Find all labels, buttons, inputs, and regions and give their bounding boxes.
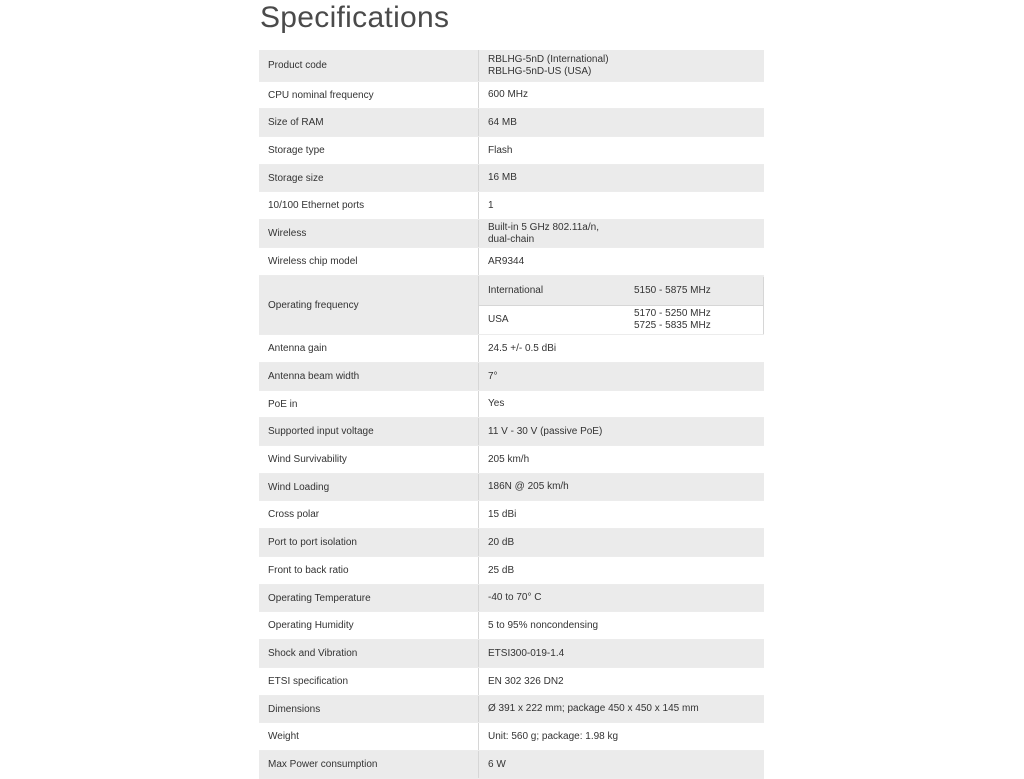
- spec-value-line: 7°: [488, 370, 498, 382]
- spec-row: [259, 418, 764, 446]
- spec-row: [259, 50, 764, 82]
- spec-row: [259, 612, 764, 640]
- spec-label: Max Power consumption: [259, 751, 479, 779]
- frequency-region: USA: [479, 305, 634, 334]
- spec-label: Antenna beam width: [259, 363, 479, 391]
- spec-value-line: 24.5 +/- 0.5 dBi: [488, 342, 557, 354]
- spec-value-line: 15 dBi: [488, 508, 517, 520]
- spec-label: Operating Temperature: [259, 585, 479, 612]
- spec-value-line: 11 V - 30 V (passive PoE): [488, 425, 603, 437]
- spec-label: ETSI specification: [259, 668, 479, 696]
- spec-row: [259, 137, 764, 165]
- spec-value: [479, 109, 765, 137]
- spec-row: [259, 668, 764, 696]
- spec-value-line: 20 dB: [488, 536, 515, 548]
- spec-value: [479, 363, 765, 391]
- frequency-band-line: 5170 - 5250 MHz: [634, 307, 711, 319]
- spec-value-line: Flash: [488, 144, 513, 156]
- spec-row: [259, 276, 764, 335]
- spec-label: Wind Survivability: [259, 446, 479, 474]
- spec-value: [479, 50, 765, 82]
- spec-value-line: EN 302 326 DN2: [488, 675, 564, 687]
- spec-row: [259, 501, 764, 529]
- spec-value-line: RBLHG-5nD-US (USA): [488, 65, 592, 77]
- spec-value: [479, 640, 765, 668]
- spec-label: Antenna gain: [259, 335, 479, 363]
- spec-row: [259, 82, 764, 109]
- spec-value: [479, 723, 765, 751]
- spec-value-line: 600 MHz: [488, 89, 529, 100]
- page-title: Specifications: [260, 1, 450, 34]
- spec-value-line: Yes: [488, 398, 505, 409]
- spec-row: [259, 363, 764, 391]
- spec-row: [259, 109, 764, 137]
- spec-row: [259, 585, 764, 612]
- spec-label: Storage type: [259, 137, 479, 165]
- spec-value: [479, 248, 765, 276]
- spec-row: [259, 474, 764, 501]
- spec-row: [259, 220, 764, 248]
- spec-value-line: Built-in 5 GHz 802.11a/n,: [488, 221, 599, 233]
- spec-value: [479, 165, 765, 192]
- frequency-subrow: [479, 305, 764, 334]
- spec-value-line: 6 W: [488, 758, 506, 770]
- spec-value: [479, 446, 765, 474]
- frequency-subrow: [479, 277, 764, 306]
- spec-label: Operating Humidity: [259, 612, 479, 640]
- spec-value: [479, 585, 765, 612]
- spec-value-subtable-cell: [479, 276, 765, 335]
- spec-value: [479, 82, 765, 109]
- spec-value: [479, 696, 765, 723]
- spec-label: Front to back ratio: [259, 557, 479, 585]
- spec-row: [259, 248, 764, 276]
- spec-value-line: 5 to 95% noncondensing: [488, 619, 599, 631]
- specifications-table-body: [259, 50, 764, 779]
- spec-value: [479, 668, 765, 696]
- spec-value: [479, 220, 765, 248]
- frequency-band: [634, 277, 764, 306]
- spec-label: Supported input voltage: [259, 418, 479, 446]
- spec-value: [479, 137, 765, 165]
- spec-value-line: Unit: 560 g; package: 1.98 kg: [488, 730, 619, 742]
- spec-label: Cross polar: [259, 501, 479, 529]
- spec-row: [259, 751, 764, 779]
- frequency-band-line: 5150 - 5875 MHz: [634, 284, 711, 296]
- spec-value: [479, 391, 765, 418]
- spec-row: [259, 557, 764, 585]
- spec-row: [259, 335, 764, 363]
- spec-value-line: AR9344: [488, 255, 525, 267]
- spec-value-line: 186N @ 205 km/h: [488, 481, 569, 492]
- spec-value-line: ETSI300-019-1.4: [488, 647, 565, 659]
- spec-value-line: Ø 391 x 222 mm; package 450 x 450 x 145 mm: [488, 703, 699, 714]
- frequency-band: [634, 305, 764, 334]
- spec-value-line: 64 MB: [488, 116, 517, 128]
- spec-value: [479, 192, 765, 220]
- spec-row: [259, 192, 764, 220]
- spec-label: Operating frequency: [259, 276, 479, 335]
- spec-label: Shock and Vibration: [259, 640, 479, 668]
- frequency-region: International: [479, 277, 634, 306]
- spec-value: [479, 612, 765, 640]
- frequency-band-line: 5725 - 5835 MHz: [634, 319, 711, 331]
- spec-value-line: 16 MB: [488, 172, 517, 183]
- spec-row: [259, 696, 764, 723]
- spec-row: [259, 723, 764, 751]
- spec-label: CPU nominal frequency: [259, 82, 479, 109]
- spec-label: Port to port isolation: [259, 529, 479, 557]
- spec-label: Wind Loading: [259, 474, 479, 501]
- spec-value-line: 205 km/h: [488, 453, 530, 465]
- spec-row: [259, 165, 764, 192]
- spec-value: [479, 751, 765, 779]
- spec-label: Weight: [259, 723, 479, 751]
- spec-value: [479, 557, 765, 585]
- spec-value-line: dual-chain: [488, 233, 535, 245]
- spec-row: [259, 529, 764, 557]
- spec-label: Wireless: [259, 220, 479, 248]
- spec-value: [479, 501, 765, 529]
- frequency-subtable: [479, 277, 764, 334]
- spec-label: Wireless chip model: [259, 248, 479, 276]
- spec-label: PoE in: [259, 391, 479, 418]
- spec-value: [479, 474, 765, 501]
- spec-label: Dimensions: [259, 696, 479, 723]
- spec-label: Product code: [259, 50, 479, 82]
- spec-value-line: RBLHG-5nD (International): [488, 53, 609, 65]
- spec-row: [259, 391, 764, 418]
- spec-value-line: -40 to 70° C: [488, 592, 542, 603]
- spec-value: [479, 529, 765, 557]
- spec-value-line: 25 dB: [488, 564, 515, 576]
- spec-row: [259, 640, 764, 668]
- spec-label: Size of RAM: [259, 109, 479, 137]
- spec-row: [259, 446, 764, 474]
- spec-label: Storage size: [259, 165, 479, 192]
- spec-value-line: 1: [488, 199, 494, 211]
- spec-label: 10/100 Ethernet ports: [259, 192, 479, 220]
- spec-value: [479, 335, 765, 363]
- spec-value: [479, 418, 765, 446]
- specifications-table: [259, 50, 764, 779]
